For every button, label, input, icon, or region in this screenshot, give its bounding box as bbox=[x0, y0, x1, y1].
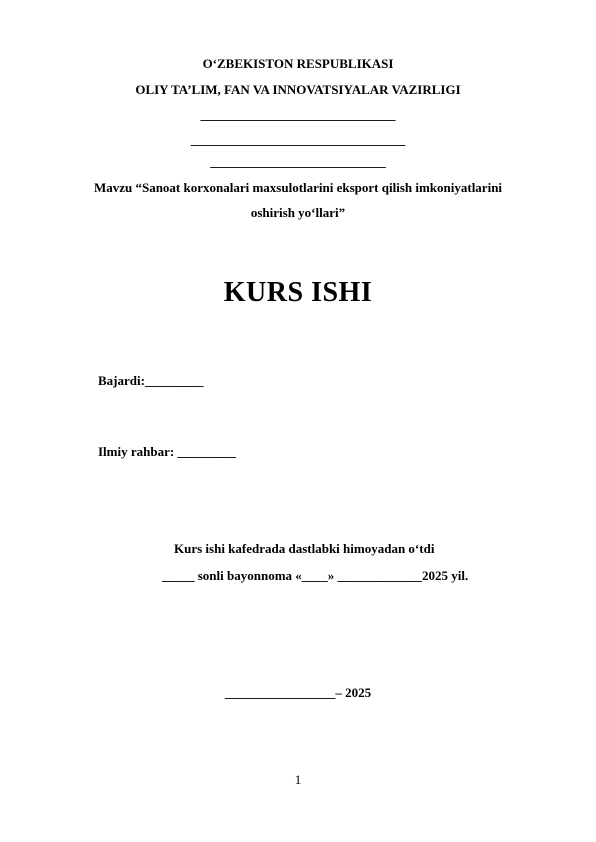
defense-line-1: Kurs ishi kafedrada dastlabki himoyadan o‘tdi bbox=[174, 541, 435, 556]
topic-line-1: Mavzu “Sanoat korxonalari maxsulotlarini eksport qilish imkoniyatlarini bbox=[93, 180, 503, 195]
ministry-name: OLIY TA’LIM, FAN VA INNOVATSIYALAR VAZIRLIGI bbox=[135, 82, 461, 97]
bajardi-field: Bajardi:_________ bbox=[98, 373, 204, 388]
document-title: KURS ISHI bbox=[223, 277, 373, 308]
department-blank: ___________________________ bbox=[210, 154, 386, 169]
defense-line-2: _____ sonli bayonnoma «____» _____________2025 yil. bbox=[162, 568, 469, 583]
supervisor-field: Ilmiy rahbar: _________ bbox=[98, 444, 236, 459]
faculty-blank: _________________________________ bbox=[190, 132, 406, 147]
topic-line-2: oshirish yo‘llari” bbox=[250, 205, 346, 220]
ministry-country: O‘ZBEKISTON RESPUBLIKASI bbox=[202, 56, 394, 71]
page-number: 1 bbox=[294, 772, 302, 787]
university-blank: ______________________________ bbox=[200, 107, 396, 122]
place-year: _________________– 2025 bbox=[224, 685, 372, 700]
